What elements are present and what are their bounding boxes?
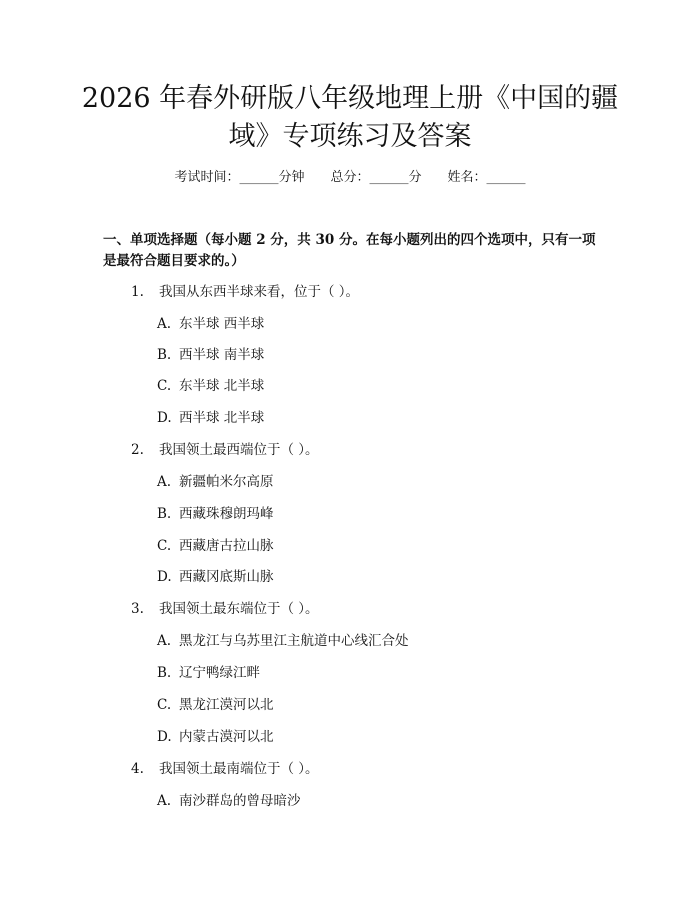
option-letter: D. — [157, 729, 172, 745]
question-3-option-a — [157, 631, 409, 651]
option-letter: A. — [157, 793, 172, 809]
document-title-line1: 2026 年春外研版八年级地理上册《中国的疆 — [81, 83, 619, 114]
question-1-option-a — [157, 314, 264, 334]
option-text: 黑龙江与乌苏里江主航道中心线汇合处 — [179, 633, 409, 649]
option-letter: C. — [157, 378, 172, 394]
exam-meta — [0, 168, 700, 188]
question-number: 2. — [131, 442, 144, 458]
option-text: 西半球 北半球 — [179, 410, 265, 426]
question-2-option-a — [157, 472, 274, 492]
option-text: 黑龙江漠河以北 — [179, 697, 274, 713]
question-1 — [131, 282, 359, 302]
question-2-option-c — [157, 536, 274, 556]
question-3-option-d — [157, 727, 274, 747]
question-text: 我国从东西半球来看，位于（ ）。 — [159, 284, 360, 300]
question-text: 我国领土最西端位于（ ）。 — [159, 442, 319, 458]
option-letter: A. — [157, 316, 172, 332]
question-2-option-b — [157, 504, 274, 524]
option-letter: D. — [157, 410, 172, 426]
question-number: 1. — [131, 284, 144, 300]
option-letter: D. — [157, 569, 172, 585]
question-4 — [131, 759, 319, 779]
option-text: 东半球 北半球 — [179, 378, 265, 394]
question-text: 我国领土最东端位于（ ）。 — [159, 601, 319, 617]
option-text: 内蒙古漠河以北 — [179, 729, 274, 745]
question-2 — [131, 440, 319, 460]
exam-name-label: 姓名：______ — [447, 170, 526, 185]
question-1-option-c — [157, 376, 264, 396]
section-heading-line2: 是最符合题目要求的。） — [103, 253, 245, 269]
option-letter: B. — [157, 665, 172, 681]
option-letter: C. — [157, 697, 172, 713]
option-text: 西藏冈底斯山脉 — [179, 569, 274, 585]
option-text: 辽宁鸭绿江畔 — [179, 665, 260, 681]
option-letter: B. — [157, 347, 172, 363]
option-letter: A. — [157, 633, 172, 649]
question-3-option-b — [157, 663, 260, 683]
document-title-line2: 域》专项练习及答案 — [228, 121, 472, 152]
exam-score-label: 总分：______分 — [330, 170, 422, 185]
question-4-option-a — [157, 791, 301, 811]
option-text: 西藏唐古拉山脉 — [179, 538, 274, 554]
option-text: 西半球 南半球 — [179, 347, 265, 363]
section-heading-line1: 一、单项选择题（每小题 2 分，共 30 分。在每小题列出的四个选项中，只有一项 — [103, 232, 596, 248]
question-1-option-d — [157, 408, 264, 428]
question-number: 3. — [131, 601, 144, 617]
option-letter: B. — [157, 506, 172, 522]
option-letter: A. — [157, 474, 172, 490]
option-text: 东半球 西半球 — [179, 316, 265, 332]
question-3 — [131, 599, 319, 619]
option-text: 南沙群岛的曾母暗沙 — [179, 793, 301, 809]
option-text: 新疆帕米尔高原 — [179, 474, 274, 490]
option-letter: C. — [157, 538, 172, 554]
question-2-option-d — [157, 567, 274, 587]
question-number: 4. — [131, 761, 144, 777]
question-text: 我国领土最南端位于（ ）。 — [159, 761, 319, 777]
exam-time-label: 考试时间：______分钟 — [174, 170, 305, 185]
option-text: 西藏珠穆朗玛峰 — [179, 506, 274, 522]
question-3-option-c — [157, 695, 274, 715]
question-1-option-b — [157, 345, 264, 365]
